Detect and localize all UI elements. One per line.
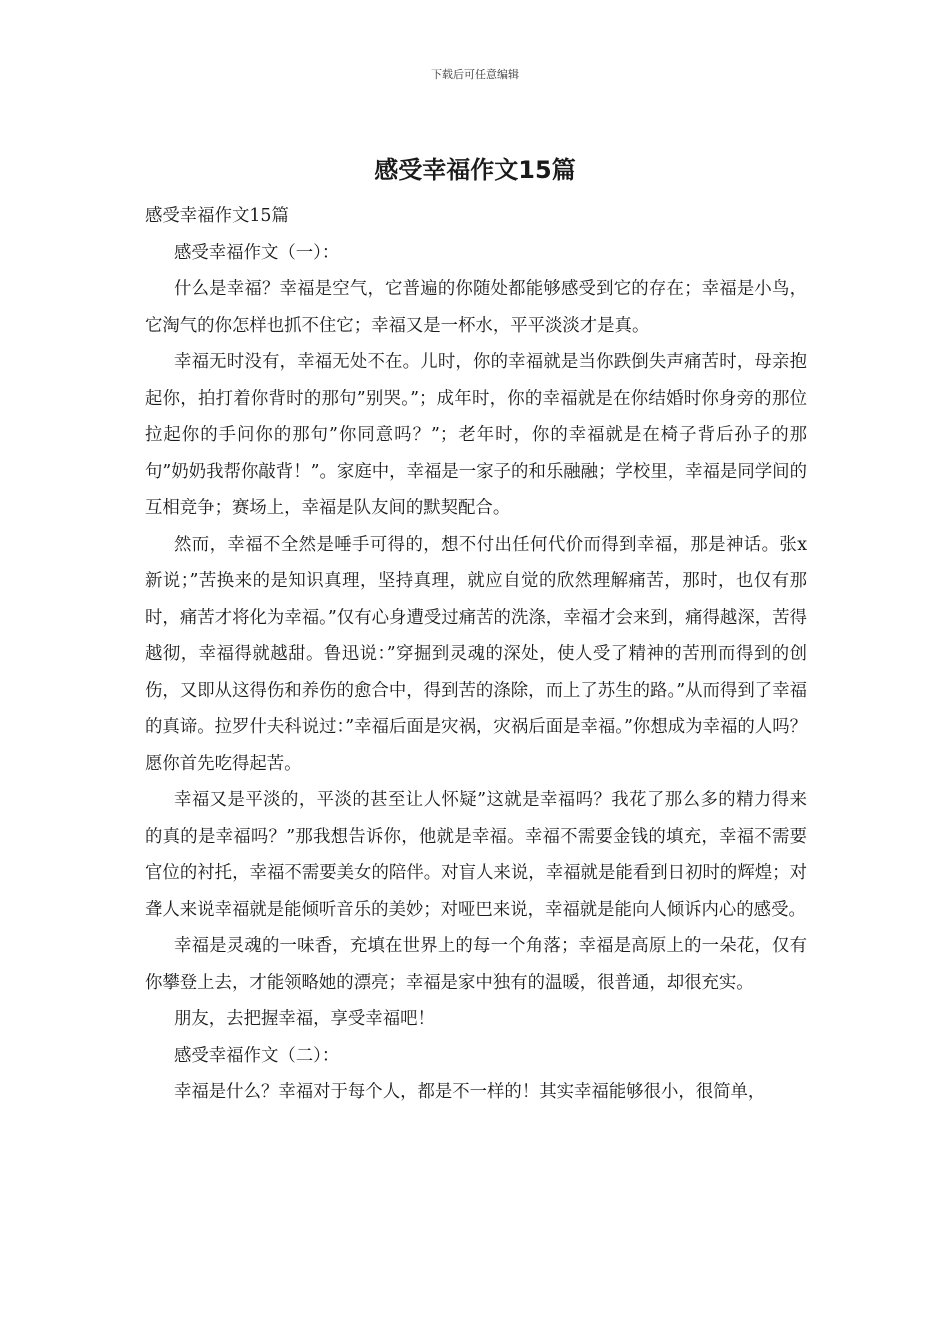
paragraph: 幸福又是平淡的，平淡的甚至让人怀疑”这就是幸福吗？我花了那么多的精力得来的真的是幸福吗？”那我想告诉你，他就是幸福。幸福不需要金钱的填充，幸福不需要官位的衬托，幸福不需要美女的陪伴。对盲人来说，幸福就是能看到日初时的辉煌；对聋人来说幸福就是能倾听音乐的美妙；对哑巴来说，幸福就是能向人倾诉内心的感受。 bbox=[145, 790, 807, 920]
paragraph: 幸福无时没有，幸福无处不在。儿时，你的幸福就是当你跌倒失声痛苦时，母亲抱起你，拍打着你背时的那句”别哭。”；成年时，你的幸福就是在你结婚时你身旁的那位拉起你的手问你的那句”你同意吗？”；老年时，你的幸福就是在椅子背后孙子的那句”奶奶我帮你敲背！”。家庭中，幸福是一家子的和乐融融；学校里，幸福是同学间的互相竞争；赛场上，幸福是队友间的默契配合。 bbox=[145, 352, 807, 518]
document-title: 感受幸福作文15篇 bbox=[374, 156, 576, 184]
paragraph: 幸福是灵魂的一味香，充填在世界上的每一个角落；幸福是高原上的一朵花，仅有你攀登上去，才能领略她的漂亮；幸福是家中独有的温暖，很普通，却很充实。 bbox=[145, 936, 807, 993]
paragraph: 然而，幸福不全然是唾手可得的，想不付出任何代价而得到幸福，那是神话。张x新说；”苦换来的是知识真理，坚持真理，就应自觉的欣然理解痛苦，那时，也仅有那时，痛苦才将化为幸福。”仅有心身遭受过痛苦的洗涤，幸福才会来到，痛得越深，苦得越彻，幸福得就越甜。鲁迅说：”穿掘到灵魂的深处，使人受了精神的苦刑而得到的创伤，又即从这得伤和养伤的愈合中，得到苦的涤除，而上了苏生的路。”从而得到了幸福的真谛。拉罗什夫科说过：”幸福后面是灾祸，灾祸后面是幸福。”你想成为幸福的人吗？愿你首先吃得起苦。 bbox=[145, 534, 807, 774]
document-body bbox=[145, 198, 807, 1111]
paragraph: 什么是幸福？幸福是空气，它普遍的你随处都能够感受到它的存在；幸福是小鸟，它淘气的你怎样也抓不住它；幸福又是一杯水，平平淡淡才是真。 bbox=[145, 279, 807, 336]
header-note: 下载后可任意编辑 bbox=[431, 68, 519, 81]
paragraph: 幸福是什么？幸福对于每个人，都是不一样的！其实幸福能够很小，很简单， bbox=[174, 1082, 766, 1102]
paragraph: 感受幸福作文15篇 bbox=[145, 206, 289, 226]
paragraph: 感受幸福作文（二）： bbox=[174, 1045, 340, 1066]
paragraph: 朋友，去把握幸福，享受幸福吧！ bbox=[174, 1009, 435, 1029]
paragraph: 感受幸福作文（一）： bbox=[174, 242, 340, 263]
